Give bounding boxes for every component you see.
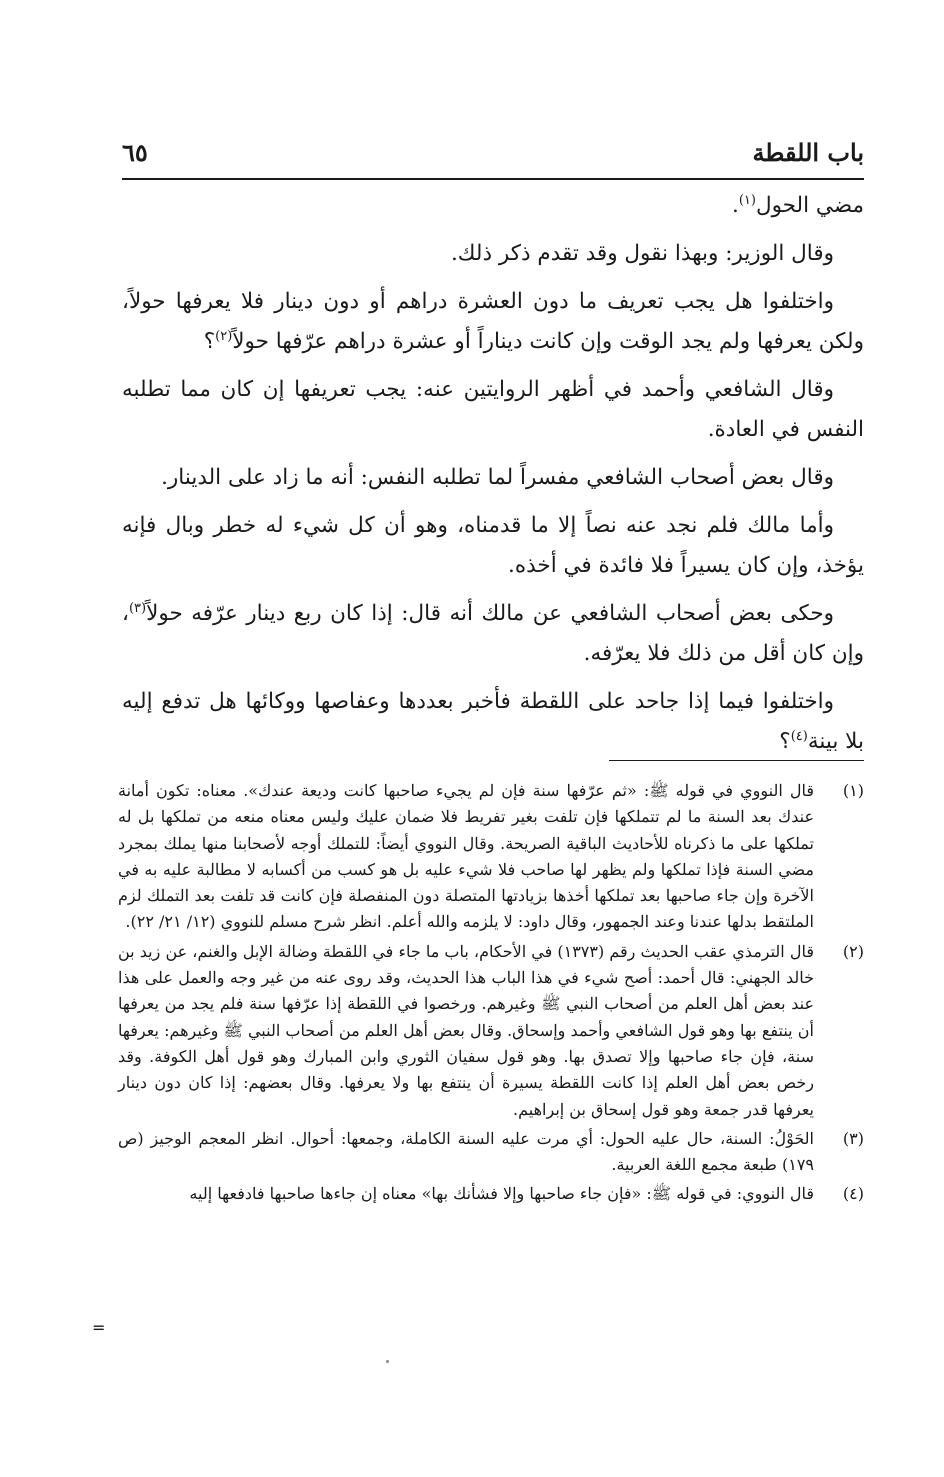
footnote-separator [609,760,864,761]
paragraph-7: وحكى بعض أصحاب الشافعي عن مالك أنه قال: إذا كان ربع دينار عرّفه حولاً$^{(٣)}$، وإن كان أقل من ذلك فلا يعرّفه. [122,600,864,666]
footnote-4 [118,1181,864,1207]
footnote-ref-4: (٤) [790,728,808,744]
footnotes [118,778,864,1211]
footnote-text: قال النووي: في قوله ﷺ: «فإن جاء صاحبها وإلا فشأنك بها» معناه إن جاءها صاحبها فادفعها إليه [189,1184,814,1204]
paragraph-3: واختلفوا هل يجب تعريف ما دون العشرة دراهم أو دون دينار فلا يعرفها حولاً، ولكن يعرفها ولم يجد الوقت وإن كانت ديناراً أو عشرة دراهم عرّفها حولاً$^{(٢)}$؟ [122,289,864,354]
paragraph-1: مضي الحول$^{(١)}$. [731,192,864,218]
footnote-number: (٤) [842,1184,864,1204]
header-rule [122,178,864,180]
paragraph-5: وقال بعض أصحاب الشافعي مفسراً لما تطلبه النفس: أنه ما زاد على الدينار. [161,465,834,490]
footnote-number: (٢) [842,941,864,961]
footnote-1 [118,778,864,936]
footnote-text: الحَوْلُ: السنة، حال عليه الحول: أي مرت عليه السنة الكاملة، وجمعها: أحوال. انظر المعجم الوجيز (ص ١٧٩) طبعة مجمع اللغة العربية. [118,1128,815,1175]
footnote-ref-1: (١) [738,192,756,208]
footnote-number: (٣) [842,1128,864,1148]
paragraph-6: وأما مالك فلم نجد عنه نصاً إلا ما قدمناه، وهو أن كل شيء له خطر وبال فإنه يؤخذ، وإن كان يسيراً فلا فائدة في أخذه. [122,513,864,578]
paragraph-8: واختلفوا فيما إذا جاحد على اللقطة فأخبر بعددها وعفاصها ووكائها هل تدفع إليه بلا بينة$^{(٤)}$؟ [122,689,864,754]
footnote-number: (١) [842,781,864,800]
paragraph-4: وقال الشافعي وأحمد في أظهر الروايتين عنه: يجب تعريفها إن كان مما تطلبه النفس في العادة. [122,377,864,442]
page-header [122,136,864,176]
paragraph-2: وقال الوزير: وبهذا نقول وقد تقدم ذكر ذلك. [450,241,834,266]
footnote-text: قال الترمذي عقب الحديث رقم (١٣٧٣) في الأحكام، باب ما جاء في اللقطة وضالة الإبل والغنم، عن زيد بن خالد الجهني: قال أحمد: أصح شيء في هذا الباب هذا الحديث، وقد روى عنه من غير وجه والعمل على هذا عند بعض أهل العلم من أصحاب النبي ﷺ وغيرهم. ورخصوا في اللقطة إذا عرّفها سنة فلم يجد من يعرفها أن ينتفع بها وهو قول الشافعي وأحمد وإسحاق. وقال بعض أهل العلم من أصحاب النبي ﷺ وغيرهم: يعرفها سنة، فإن جاء صاحبها وإلا تصدق بها. وهو قول سفيان الثوري وابن المبارك وهو قول أهل الكوفة. وقد رخص بعض أهل العلم إذا كانت اللقطة يسيرة أن ينتفع بها ولا يعرفها. وقال بعضهم: إذا كان دون دينار يعرفها قدر جمعة وهو قول إسحاق بن إبراهيم. [118,941,815,1119]
footnote-2 [118,939,864,1123]
page-number: ٦٥ [122,138,148,167]
footnote-3 [118,1126,864,1179]
footnote-ref-2: (٢) [215,328,233,344]
page-dot [386,1360,389,1363]
continuation-mark: = [92,1318,106,1337]
main-text [122,186,864,770]
chapter-title: باب اللقطة [752,138,864,167]
footnote-ref-3: (٣) [128,600,147,616]
footnote-text: قال النووي في قوله ﷺ: «ثم عرّفها سنة فإن لم يجيء صاحبها كانت وديعة عندك». معناه: تكون أمانة عندك بعد السنة ما لم تتملكها فإن تلفت بغير تفريط فلا ضمان عليك وليس معناه منعه من تملكها بل له تملكها على ما ذكرناه للأحاديث الباقية الصريحة. وقال النووي أيضاً: للتملك أوجه لأصحابنا منها يملك بمجرد مضي السنة فإذا تملكها ولم يظهر لها صاحب فلا شيء عليه بل هو كسب من أكسابه لا مطالبة عليه به في الآخرة وإن جاء صاحبها بعد تملكها أخذها بزيادتها المتصلة دون المنفصلة فإن كانت قد تلفت بعد التملك لزم الملتقط بدلها عندنا وعند الجمهور، وقال داود: لا يلزمه والله أعلم. انظر شرح مسلم للنووي (١٢/ ٢١/ ٢٢). [118,781,815,932]
